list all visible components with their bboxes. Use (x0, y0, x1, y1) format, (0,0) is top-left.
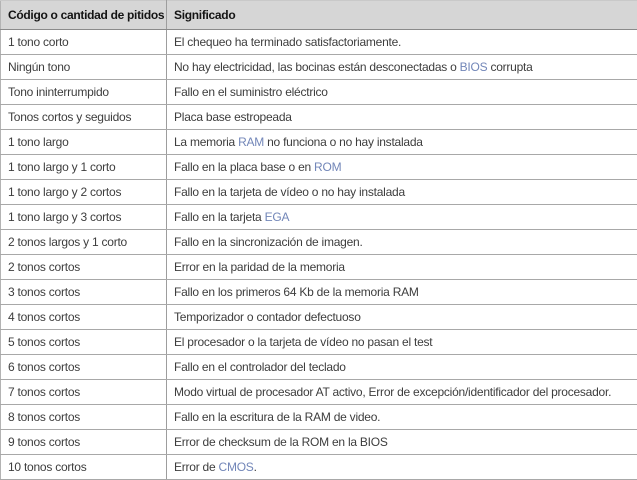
meaning-cell (167, 455, 637, 480)
term-link[interactable]: EGA (265, 210, 290, 224)
meaning-text: Modo virtual de procesador AT activo, Error de excepción/identificador del procesador. (174, 385, 611, 399)
table-row (1, 255, 637, 280)
table-row (1, 130, 637, 155)
meaning-text: Placa base estropeada (174, 110, 292, 124)
meaning-text: Fallo en la placa base o en (174, 160, 314, 174)
table-row (1, 355, 637, 380)
meaning-text: Temporizador o contador defectuoso (174, 310, 361, 324)
header-row (1, 1, 637, 30)
meaning-text: El procesador o la tarjeta de vídeo no pasan el test (174, 335, 432, 349)
beep-code-cell: 8 tonos cortos (1, 405, 167, 430)
meaning-cell (167, 255, 637, 280)
term-link[interactable]: BIOS (460, 60, 488, 74)
beep-code-cell: 3 tonos cortos (1, 280, 167, 305)
meaning-text: Fallo en la tarjeta de vídeo o no hay instalada (174, 185, 405, 199)
table-row (1, 405, 637, 430)
meaning-text: La memoria (174, 135, 238, 149)
meaning-cell (167, 330, 637, 355)
beep-code-cell: 1 tono largo y 3 cortos (1, 205, 167, 230)
column-header-significado: Significado (167, 1, 637, 30)
beep-code-cell: Tonos cortos y seguidos (1, 105, 167, 130)
table-body (1, 30, 637, 480)
meaning-text: Fallo en el suministro eléctrico (174, 85, 328, 99)
meaning-text: Error de checksum de la ROM en la BIOS (174, 435, 388, 449)
meaning-cell (167, 355, 637, 380)
table-row (1, 380, 637, 405)
table-row (1, 155, 637, 180)
meaning-cell (167, 80, 637, 105)
meaning-text: Fallo en la escritura de la RAM de video. (174, 410, 380, 424)
table-row (1, 180, 637, 205)
beep-code-cell: 6 tonos cortos (1, 355, 167, 380)
beep-code-cell: Ningún tono (1, 55, 167, 80)
table-row (1, 205, 637, 230)
table-row (1, 230, 637, 255)
meaning-text: Error de (174, 460, 219, 474)
meaning-text: corrupta (487, 60, 532, 74)
table-row (1, 455, 637, 480)
table-row (1, 280, 637, 305)
beep-code-cell: 10 tonos cortos (1, 455, 167, 480)
meaning-cell (167, 155, 637, 180)
beep-code-cell: 4 tonos cortos (1, 305, 167, 330)
meaning-text: Fallo en los primeros 64 Kb de la memoria RAM (174, 285, 419, 299)
beep-code-cell: 2 tonos cortos (1, 255, 167, 280)
meaning-cell (167, 105, 637, 130)
table-row (1, 80, 637, 105)
beep-code-cell: 9 tonos cortos (1, 430, 167, 455)
meaning-cell (167, 305, 637, 330)
meaning-cell (167, 55, 637, 80)
meaning-cell (167, 430, 637, 455)
column-header-codigo: Código o cantidad de pitidos (1, 1, 167, 30)
table-row (1, 55, 637, 80)
meaning-text: Error en la paridad de la memoria (174, 260, 345, 274)
meaning-cell (167, 380, 637, 405)
meaning-text: Fallo en el controlador del teclado (174, 360, 346, 374)
table-row (1, 30, 637, 55)
table-row (1, 305, 637, 330)
term-link[interactable]: RAM (238, 135, 264, 149)
meaning-text: no funciona o no hay instalada (264, 135, 423, 149)
meaning-text: Fallo en la tarjeta (174, 210, 265, 224)
term-link[interactable]: CMOS (219, 460, 254, 474)
meaning-cell (167, 180, 637, 205)
term-link[interactable]: ROM (314, 160, 341, 174)
beep-code-cell: 5 tonos cortos (1, 330, 167, 355)
beep-code-cell: 1 tono largo (1, 130, 167, 155)
table-row (1, 430, 637, 455)
meaning-cell (167, 205, 637, 230)
meaning-cell (167, 280, 637, 305)
meaning-text: . (254, 460, 257, 474)
table-row (1, 330, 637, 355)
meaning-cell (167, 230, 637, 255)
meaning-cell (167, 30, 637, 55)
meaning-cell (167, 130, 637, 155)
table-row (1, 105, 637, 130)
meaning-text: Fallo en la sincronización de imagen. (174, 235, 363, 249)
beep-code-cell: 7 tonos cortos (1, 380, 167, 405)
beep-code-cell: 1 tono largo y 2 cortos (1, 180, 167, 205)
beep-code-cell: 1 tono largo y 1 corto (1, 155, 167, 180)
meaning-text: El chequeo ha terminado satisfactoriamente. (174, 35, 401, 49)
beep-code-cell: 1 tono corto (1, 30, 167, 55)
meaning-cell (167, 405, 637, 430)
beep-code-cell: Tono ininterrumpido (1, 80, 167, 105)
meaning-text: No hay electricidad, las bocinas están desconectadas o (174, 60, 460, 74)
beep-code-cell: 2 tonos largos y 1 corto (1, 230, 167, 255)
